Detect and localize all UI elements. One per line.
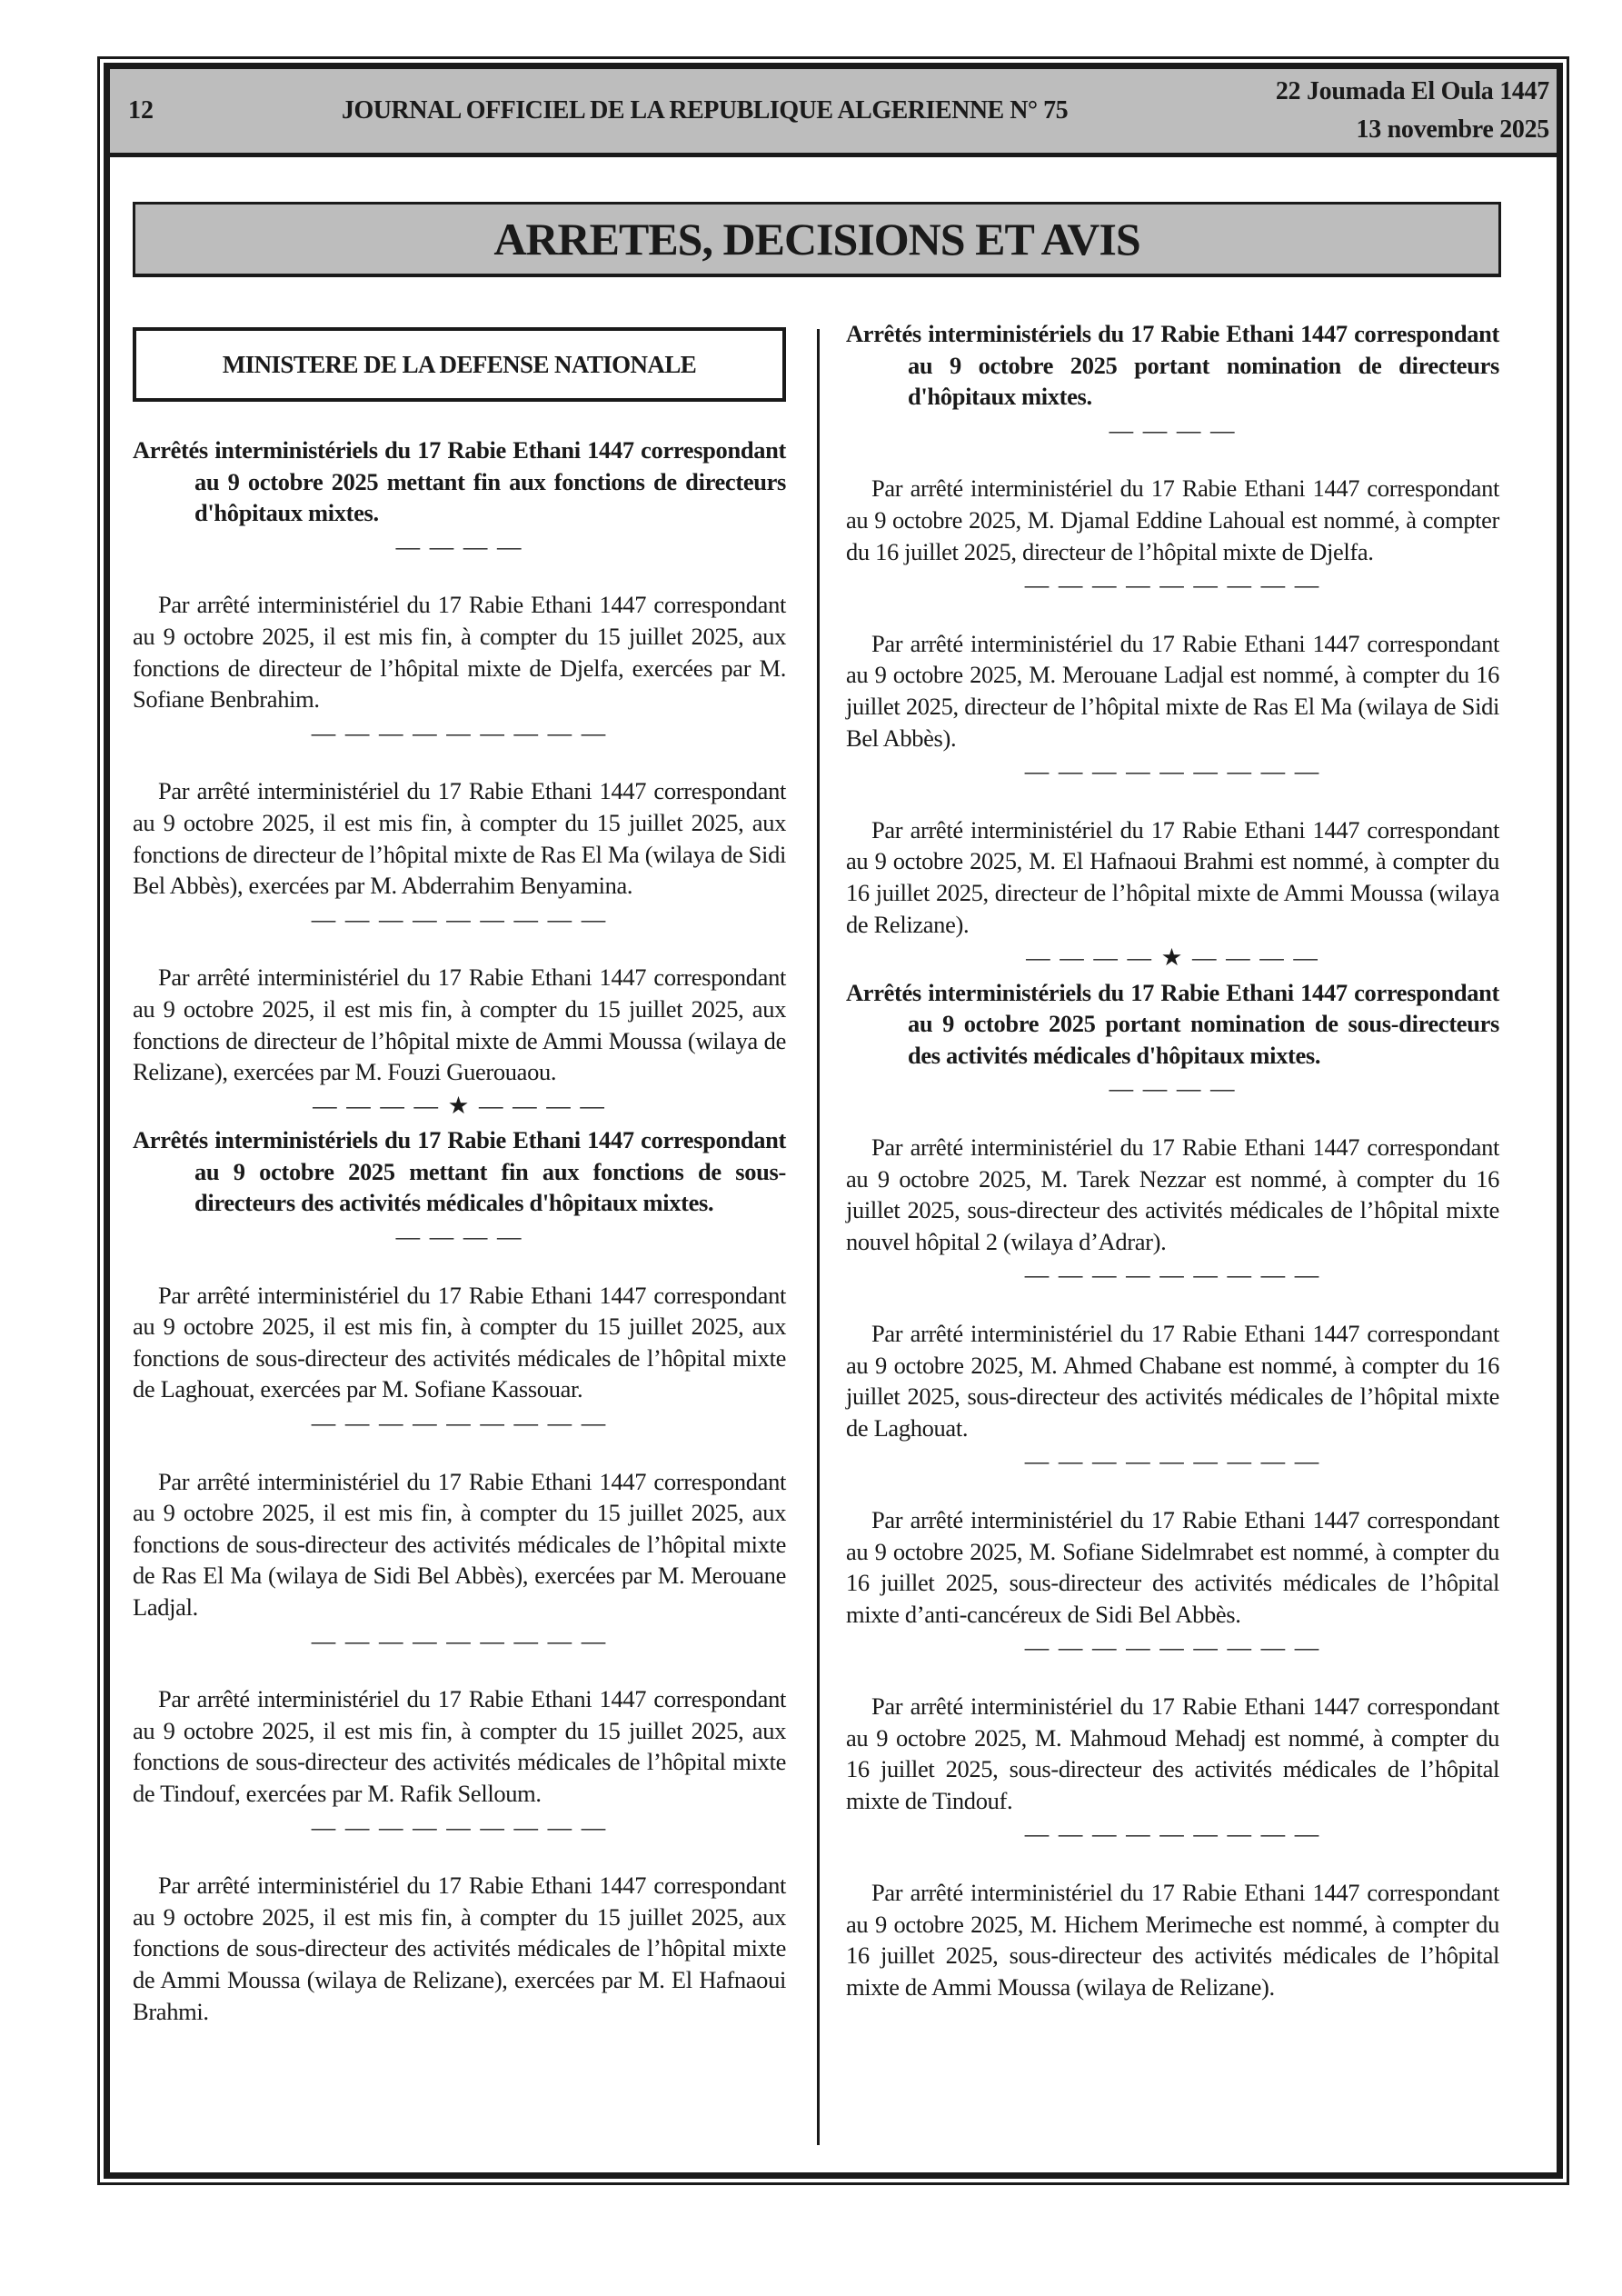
decree-paragraph: Par arrêté interministériel du 17 Rabie Ethani 1447 correspondant au 9 octobre 2025, M. Merouane Ladjal est nommé, à compter du 16 juillet 2025, directeur de l’hôpital mixte de Ras El Ma (wilaya de Sidi Bel Abbès). [846, 629, 1499, 752]
decree-paragraph: Par arrêté interministériel du 17 Rabie Ethani 1447 correspondant au 9 octobre 2025, il est mis fin, à compter du 15 juillet 2025, aux fonctions de directeur de l’hôpital mixte de Djelfa, exercées par M. Sofiane Benbrahim. [133, 591, 786, 714]
date-gregorian: 13 novembre 2025 [1356, 115, 1549, 144]
separator: — — — — — — — — — [1024, 571, 1321, 599]
decree-paragraph: Par arrêté interministériel du 17 Rabie Ethani 1447 correspondant au 9 octobre 2025, il est mis fin, à compter du 15 juillet 2025, aux fonctions de sous-directeur des activités médicales de l’hôpital mixte de Tindouf, exercées par M. Rafik Selloum. [133, 1685, 786, 1807]
separator: — — — — — — — — — [311, 1409, 608, 1437]
separator: — — — — — — — — — [311, 718, 608, 746]
decree-paragraph: Par arrêté interministériel du 17 Rabie Ethani 1447 correspondant au 9 octobre 2025, il est mis fin, à compter du 15 juillet 2025, aux fonctions de sous-directeur des activités médicales de l’hôpital mixte de Laghouat, exercées par M. Sofiane Kassouar. [133, 1281, 786, 1403]
separator: — — — — — — — — — [1024, 1261, 1321, 1289]
running-header [110, 69, 1557, 157]
separator: — — — — — — — — — [311, 1626, 608, 1654]
issue-date [1276, 73, 1549, 149]
separator: — — — — — — — — — [1024, 1820, 1321, 1848]
decree-paragraph: Par arrêté interministériel du 17 Rabie Ethani 1447 correspondant au 9 octobre 2025, M. Mahmoud Mehadj est nommé, à compter du 16 juillet 2025, sous-directeur des activités médicales de l’hôpital mixte de Tindouf. [846, 1692, 1499, 1814]
separator: — — — — [1109, 415, 1237, 444]
decree-paragraph: Par arrêté interministériel du 17 Rabie Ethani 1447 correspondant au 9 octobre 2025, M. Djamal Eddine Lahoual est nommé, à compter du 16 juillet 2025, directeur de l’hôpital mixte de Djelfa. [846, 474, 1499, 565]
decree-paragraph: Par arrêté interministériel du 17 Rabie Ethani 1447 correspondant au 9 octobre 2025, M. Tarek Nezzar est nommé, à compter du 16 juillet 2025, sous-directeur des activités médicales de l’hôpital mixte nouvel hôpital 2 (wilaya d’Adrar). [846, 1133, 1499, 1255]
heading: Arrêtés interministériels du 17 Rabie Ethani 1447 correspondant au 9 octobre 2025 mettant fin aux fonctions de sous-directeurs des activités médicales d'hôpitaux mixtes. [133, 1126, 786, 1217]
decree-paragraph: Par arrêté interministériel du 17 Rabie Ethani 1447 correspondant au 9 octobre 2025, M. Sofiane Sidelmrabet est nommé, à compter du 16 juillet 2025, sous-directeur des activités médicales de l’hôpital mixte d’anti-cancéreux de Sidi Bel Abbès. [846, 1506, 1499, 1628]
journal-title: JOURNAL OFFICIEL DE LA REPUBLIQUE ALGERIENNE N° 75 [342, 96, 1069, 125]
decree-paragraph: Par arrêté interministériel du 17 Rabie Ethani 1447 correspondant au 9 octobre 2025, il est mis fin, à compter du 15 juillet 2025, aux fonctions de directeur de l’hôpital mixte de Ras El Ma (wilaya de Sidi Bel Abbès), exercées par M. Abderrahim Benyamina. [133, 777, 786, 900]
decree-paragraph: Par arrêté interministériel du 17 Rabie Ethani 1447 correspondant au 9 octobre 2025, M. Hichem Merimeche est nommé, à compter du 16 juillet 2025, sous-directeur des activités médicales de l’hôpital mixte de Ammi Moussa (wilaya de Relizane). [846, 1878, 1499, 2001]
star-separator: — — — — ★ — — — — [313, 1091, 606, 1119]
heading: Arrêtés interministériels du 17 Rabie Ethani 1447 correspondant au 9 octobre 2025 mettant fin aux fonctions de directeurs d'hôpitaux mixtes. [133, 436, 786, 527]
decree-paragraph: Par arrêté interministériel du 17 Rabie Ethani 1447 correspondant au 9 octobre 2025, M. El Hafnaoui Brahmi est nommé, à compter du 16 juillet 2025, directeur de l’hôpital mixte de Ammi Moussa (wilaya de Relizane). [846, 815, 1499, 938]
separator: — — — — [395, 1223, 523, 1251]
heading: Arrêtés interministériels du 17 Rabie Ethani 1447 correspondant au 9 octobre 2025 portant nomination de sous-directeurs des activités médicales d'hôpitaux mixtes. [846, 978, 1499, 1069]
column-divider [817, 329, 820, 2145]
star-separator: — — — — ★ — — — — [1026, 943, 1319, 972]
separator: — — — — — — — — — [1024, 757, 1321, 785]
separator: — — — — [395, 532, 523, 560]
decree-paragraph: Par arrêté interministériel du 17 Rabie Ethani 1447 correspondant au 9 octobre 2025, il est mis fin, à compter du 15 juillet 2025, aux fonctions de directeur de l’hôpital mixte de Ammi Moussa (wilaya de Relizane), exercées par M. Fouzi Guerouaou. [133, 963, 786, 1086]
heading: Arrêtés interministériels du 17 Rabie Ethani 1447 correspondant au 9 octobre 2025 portant nomination de directeurs d'hôpitaux mixtes. [846, 320, 1499, 411]
separator: — — — — [1109, 1074, 1237, 1103]
separator: — — — — — — — — — [311, 1812, 608, 1841]
section-title: ARRETES, DECISIONS ET AVIS [133, 202, 1501, 277]
separator: — — — — — — — — — [311, 904, 608, 933]
separator: — — — — — — — — — [1024, 1633, 1321, 1662]
left-column [133, 434, 786, 2029]
right-column [846, 318, 1499, 2004]
decree-paragraph: Par arrêté interministériel du 17 Rabie Ethani 1447 correspondant au 9 octobre 2025, M. Ahmed Chabane est nommé, à compter du 16 juillet 2025, sous-directeur des activités médicales de l’hôpital mixte de Laghouat. [846, 1320, 1499, 1442]
decree-paragraph: Par arrêté interministériel du 17 Rabie Ethani 1447 correspondant au 9 octobre 2025, il est mis fin, à compter du 15 juillet 2025, aux fonctions de sous-directeur des activités médicales de l’hôpital mixte de Ras El Ma (wilaya de Sidi Bel Abbès), exercées par M. Merouane Ladjal. [133, 1467, 786, 1621]
ministry-box: MINISTERE DE LA DEFENSE NATIONALE [133, 327, 786, 402]
date-hijri: 22 Joumada El Oula 1447 [1275, 77, 1549, 105]
separator: — — — — — — — — — [1024, 1447, 1321, 1475]
page-number: 12 [128, 96, 154, 125]
decree-paragraph: Par arrêté interministériel du 17 Rabie Ethani 1447 correspondant au 9 octobre 2025, il est mis fin, à compter du 15 juillet 2025, aux fonctions de sous-directeur des activités médicales de l’hôpital mixte de Ammi Moussa (wilaya de Relizane), exercées par M. El Hafnaoui Brahmi. [133, 1872, 786, 2025]
